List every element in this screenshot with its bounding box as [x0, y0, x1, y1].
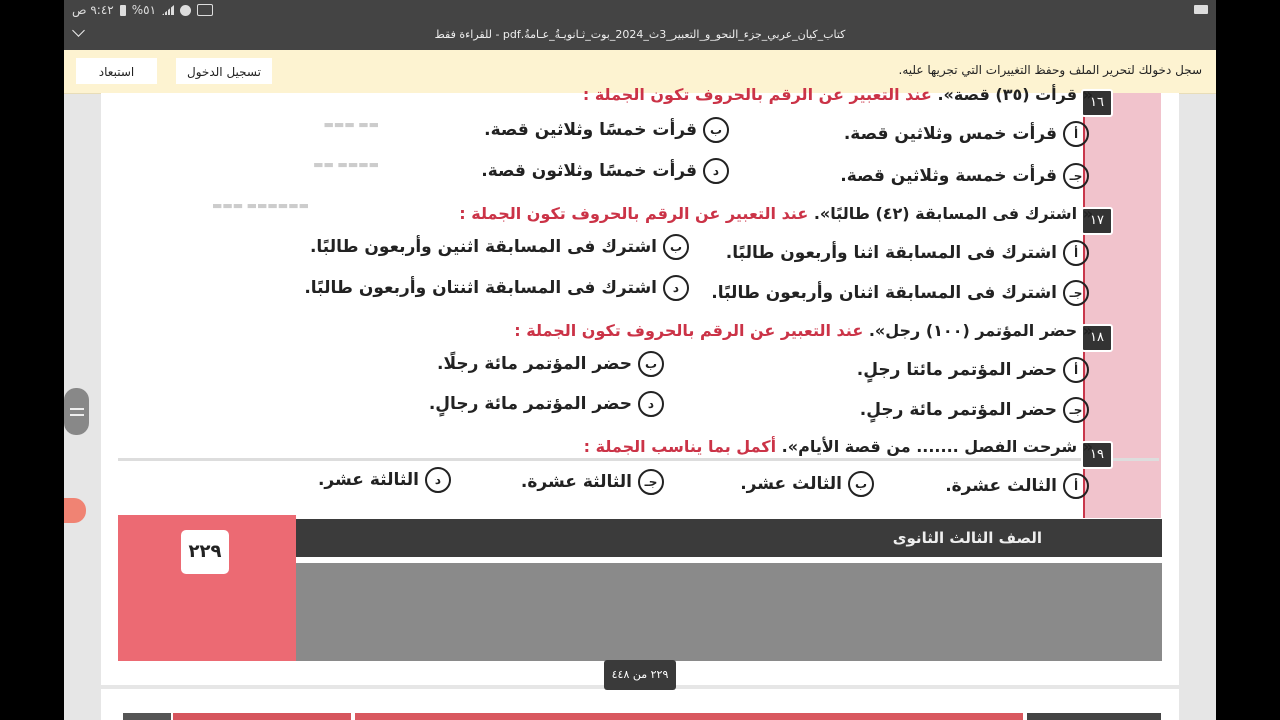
prompt-quote: « قرأت (٣٥) قصة».	[937, 85, 1093, 104]
faded-text: ▬▬▬▬▬▬ ▬▬▬	[211, 199, 309, 212]
option[interactable]	[711, 280, 1089, 306]
option-text: حضر المؤتمر مائة رجلًا.	[437, 354, 632, 374]
option-letter: د	[663, 275, 689, 301]
next-page-stripe	[123, 713, 171, 720]
option-text: اشترك فى المسابقة اثنين وأربعون طالبًا.	[309, 237, 657, 257]
battery-icon	[120, 5, 126, 16]
option-text: الثالثة عشرة.	[520, 472, 632, 492]
signin-message: سجل دخولك لتحرير الملف وحفظ التغييرات التي تجريها عليه.	[898, 63, 1202, 77]
grade-label: الصف الثالث الثانوى	[892, 529, 1042, 547]
option-text: الثالثة عشر.	[317, 470, 419, 490]
option-text: اشترك فى المسابقة اثنان وأربعون طالبًا.	[711, 283, 1057, 303]
signal-icon	[162, 5, 174, 15]
option-letter: د	[425, 467, 451, 493]
option-text: قرأت خمسًا وثلاثون قصة.	[481, 161, 697, 181]
question-prompt	[583, 85, 1093, 104]
faded-text: ▬▬▬▬ ▬▬	[313, 158, 379, 171]
pdf-page[interactable]	[101, 85, 1179, 685]
option[interactable]	[481, 158, 729, 184]
option[interactable]	[318, 467, 451, 493]
question-number: ١٨	[1081, 324, 1113, 352]
option-text: حضر المؤتمر مائتا رجلٍ.	[856, 360, 1057, 380]
faded-text: ▬▬ ▬▬▬	[323, 118, 379, 131]
prompt-quote: « اشترك فى المسابقة (٤٢) طالبًا».	[813, 204, 1093, 223]
option[interactable]	[860, 397, 1089, 423]
prompt-instruction: أكمل بما يناسب الجملة :	[583, 437, 777, 456]
option[interactable]	[429, 391, 664, 417]
option-text: حضر المؤتمر مائة رجالٍ.	[428, 394, 632, 414]
option-text: حضر المؤتمر مائة رجلٍ.	[859, 400, 1057, 420]
question-prompt	[514, 321, 1093, 340]
option[interactable]	[484, 117, 729, 143]
option-letter: د	[703, 158, 729, 184]
option-text: قرأت خمس وثلاثين قصة.	[843, 124, 1057, 144]
option[interactable]	[521, 469, 664, 495]
status-right	[1194, 3, 1208, 17]
option-text: اشترك فى المسابقة اثنتان وأربعون طالبًا.	[304, 278, 657, 298]
question-prompt	[584, 437, 1093, 456]
footer-grey-band	[296, 563, 1162, 661]
option-letter: أ	[1063, 121, 1089, 147]
battery-percent: %٥١	[131, 3, 157, 17]
dismiss-button[interactable]: استبعاد	[76, 58, 157, 84]
prompt-quote: « حضر المؤتمر (١٠٠) رجل».	[868, 321, 1093, 340]
option-letter: أ	[1063, 473, 1089, 499]
option-letter: أ	[1063, 240, 1089, 266]
option-text: اشترك فى المسابقة اثنا وأربعون طالبًا.	[725, 243, 1057, 263]
option[interactable]	[844, 121, 1089, 147]
alarm-icon	[180, 5, 191, 16]
option-letter: د	[638, 391, 664, 417]
option-letter: جـ	[1063, 163, 1089, 189]
question-prompt	[459, 204, 1093, 223]
option-text: قرأت خمسة وثلاثين قصة.	[840, 166, 1057, 186]
question-number: ١٧	[1081, 207, 1113, 235]
prompt-instruction: عند التعبير عن الرقم بالحروف تكون الجملة :	[582, 85, 932, 104]
option-text: قرأت خمسًا وثلاثين قصة.	[484, 120, 697, 140]
option-letter: جـ	[638, 469, 664, 495]
battery-indicator-icon	[1194, 5, 1208, 14]
option[interactable]	[726, 240, 1089, 266]
option-letter: ب	[663, 234, 689, 260]
option[interactable]	[740, 471, 874, 497]
question-number: ١٩	[1081, 441, 1113, 469]
next-page-stripe	[173, 713, 351, 720]
edit-pen-icon[interactable]	[64, 498, 86, 523]
page-number-badge: ٢٢٩	[181, 530, 229, 574]
option-text: الثالث عشر.	[740, 474, 842, 494]
status-left	[72, 3, 213, 17]
option[interactable]	[310, 234, 689, 260]
prompt-instruction: عند التعبير عن الرقم بالحروف تكون الجملة :	[459, 204, 809, 223]
next-page-stripe	[355, 713, 1023, 720]
next-pdf-page[interactable]	[101, 689, 1179, 720]
option-letter: ب	[703, 117, 729, 143]
question-number: ١٦	[1081, 89, 1113, 117]
option[interactable]	[945, 473, 1089, 499]
drag-handle-icon[interactable]	[64, 388, 89, 435]
next-page-stripe	[1027, 713, 1161, 720]
option-letter: جـ	[1063, 280, 1089, 306]
cast-icon	[197, 4, 213, 16]
pdf-viewer-app	[64, 0, 1216, 720]
clock: ٩:٤٢ ص	[72, 3, 114, 17]
option[interactable]	[437, 351, 664, 377]
option-letter: ب	[848, 471, 874, 497]
option[interactable]	[304, 275, 689, 301]
status-bar	[64, 0, 1216, 22]
footer-header-band	[296, 519, 1162, 557]
page-counter: ٢٢٩ من ٤٤٨	[604, 660, 676, 690]
option-text: الثالث عشرة.	[945, 476, 1057, 496]
title-bar	[64, 22, 1216, 50]
option-letter: جـ	[1063, 397, 1089, 423]
prompt-quote: « شرحت الفصل ....... من قصة الأيام».	[781, 437, 1093, 456]
option[interactable]	[840, 163, 1089, 189]
file-title: كتاب_كيان_عربي_جزء_النحو_و_التعبير_3ث_2024_بوت_ثـانويـةُ_عـامةُ.pdf - للقراءة فقط	[434, 28, 846, 41]
login-button[interactable]: تسجيل الدخول	[176, 58, 272, 84]
divider	[118, 458, 1159, 461]
prompt-instruction: عند التعبير عن الرقم بالحروف تكون الجملة :	[514, 321, 864, 340]
option[interactable]	[857, 357, 1089, 383]
option-letter: ب	[638, 351, 664, 377]
option-letter: أ	[1063, 357, 1089, 383]
